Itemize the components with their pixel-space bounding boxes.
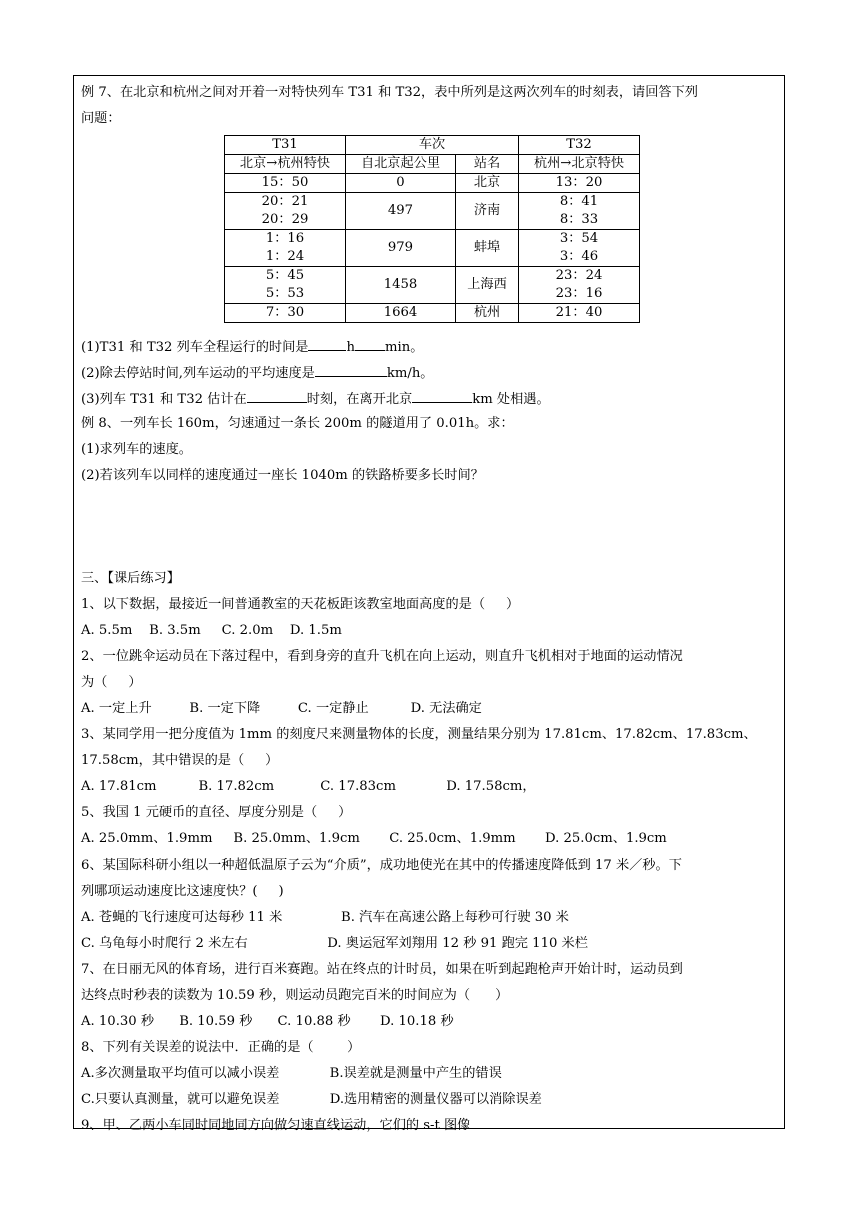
- table-row: [225, 193, 640, 230]
- example7-question-3: [81, 388, 550, 410]
- q1-text-c: min。: [384, 340, 424, 355]
- train-timetable: [224, 135, 640, 323]
- exercise-line: 1、以下数据，最接近一间普通教室的天花板距该教室地面高度的是（ ）: [81, 597, 520, 612]
- table-head-hangzhou-beijing: 杭州→北京特快: [519, 155, 640, 174]
- q3-text-c: km 处相遇。: [472, 392, 550, 407]
- exercise-line: A. 5.5m B. 3.5m C. 2.0m D. 1.5m: [81, 623, 342, 638]
- table-cell-t32: 8：41 8：33: [519, 193, 640, 230]
- table-cell-t32: 3：54 3：46: [519, 230, 640, 267]
- table-head-train-number: 车次: [346, 136, 519, 155]
- example8-question-1: (1)求列车的速度。: [81, 442, 192, 457]
- exercise-line: 5、我国 1 元硬币的直径、厚度分别是（ ）: [81, 805, 352, 820]
- exercise-line: A. 25.0mm、1.9mm B. 25.0mm、1.9cm C. 25.0cm、1.9mm D. 25.0cm、1.9cm: [81, 831, 667, 846]
- table-cell-distance: 1664: [346, 304, 456, 323]
- exercise-line: A.多次测量取平均值可以减小误差 B.误差就是测量中产生的错误: [81, 1066, 502, 1081]
- table-head-distance: 自北京起公里: [346, 155, 456, 174]
- table-cell-distance: 1458: [346, 267, 456, 304]
- table-head-t31: T31: [225, 136, 346, 155]
- q2-text-a: (2)除去停站时间,列车运动的平均速度是: [81, 366, 315, 381]
- table-cell-t31: 15：50: [225, 174, 346, 193]
- q1-text-b: h: [346, 340, 355, 355]
- table-head-t32: T32: [519, 136, 640, 155]
- table-cell-t31: 5：45 5：53: [225, 267, 346, 304]
- exercise-line: A. 17.81cm B. 17.82cm C. 17.83cm D. 17.58cm，: [81, 779, 536, 794]
- table-row: [225, 174, 640, 193]
- example8-question-2: (2)若该列车以同样的速度通过一座长 1040m 的铁路桥要多长时间？: [81, 468, 484, 483]
- exercise-line: 达终点时秒表的读数为 10.59 秒，则运动员跑完百米的时间应为（ ）: [81, 988, 509, 1003]
- exercise-line: 9、甲、乙两小车同时同地同方向做匀速直线运动，它们的 s-t 图像: [81, 1118, 471, 1133]
- table-cell-station: 北京: [456, 174, 519, 193]
- exercise-line: 17.58cm，其中错误的是（ ）: [81, 753, 279, 768]
- exercise-line: A. 苍蝇的飞行速度可达每秒 11 米 B. 汽车在高速公路上每秒可行驶 30 米: [81, 910, 569, 925]
- exercise-line: 7、在日丽无风的体育场，进行百米赛跑。站在终点的计时员，如果在听到起跑枪声开始计时，运动员到: [81, 962, 683, 977]
- exercise-line: 为（ ）: [81, 675, 142, 690]
- table-cell-station: 上海西: [456, 267, 519, 304]
- example7-question-2: [81, 362, 434, 384]
- example7-text-line2: 问题：: [81, 111, 121, 126]
- table-head-station: 站名: [456, 155, 519, 174]
- section3-title: 三、【课后练习】: [81, 571, 180, 586]
- table-cell-distance: 497: [346, 193, 456, 230]
- table-cell-t32: 21：40: [519, 304, 640, 323]
- exercise-line: 列哪项运动速度比这速度快？( ): [81, 884, 284, 899]
- table-cell-t32: 13：20: [519, 174, 640, 193]
- table-head-beijing-hangzhou: 北京→杭州特快: [225, 155, 346, 174]
- answer-blank-speed[interactable]: [315, 362, 387, 377]
- exercise-line: A. 一定上升 B. 一定下降 C. 一定静止 D. 无法确定: [81, 701, 482, 716]
- answer-blank-time[interactable]: [247, 388, 307, 403]
- exercise-line: 3、某同学用一把分度值为 1mm 的刻度尺来测量物体的长度，测量结果分别为 17.81cm、17.82cm、17.83cm、: [81, 727, 757, 742]
- table-cell-t31: 1：16 1：24: [225, 230, 346, 267]
- table-cell-station: 蚌埠: [456, 230, 519, 267]
- answer-blank-hours[interactable]: [308, 336, 346, 351]
- answer-blank-minutes[interactable]: [355, 336, 385, 351]
- exercise-line: 6、某国际科研小组以一种超低温原子云为“介质”，成功地使光在其中的传播速度降低到 17 米／秒。下: [81, 858, 682, 873]
- exercise-line: C. 乌龟每小时爬行 2 米左右 D. 奥运冠军刘翔用 12 秒 91 跑完 110 米栏: [81, 936, 588, 951]
- answer-blank-distance[interactable]: [412, 388, 472, 403]
- table-cell-t31: 20：21 20：29: [225, 193, 346, 230]
- table-cell-station: 杭州: [456, 304, 519, 323]
- exercise-line: C.只要认真测量，就可以避免误差 D.选用精密的测量仪器可以消除误差: [81, 1092, 542, 1107]
- table-cell-t32: 23：24 23：16: [519, 267, 640, 304]
- q1-text-a: (1)T31 和 T32 列车全程运行的时间是: [81, 340, 309, 355]
- q2-text-b: km/h。: [386, 366, 434, 381]
- table-row: [225, 304, 640, 323]
- table-row: [225, 230, 640, 267]
- table-cell-distance: 0: [346, 174, 456, 193]
- table-cell-t31: 7：30: [225, 304, 346, 323]
- exercise-line: 2、一位跳伞运动员在下落过程中，看到身旁的直升飞机在向上运动，则直升飞机相对于地面的运动情况: [81, 649, 683, 664]
- example7-question-1: [81, 336, 423, 358]
- example7-text-line1: 例 7、在北京和杭州之间对开着一对特快列车 T31 和 T32，表中所列是这两次列车的时刻表，请回答下列: [81, 85, 698, 100]
- exercise-line: A. 10.30 秒 B. 10.59 秒 C. 10.88 秒 D. 10.18 秒: [81, 1014, 454, 1029]
- q3-text-a: (3)列车 T31 和 T32 估计在: [81, 392, 247, 407]
- table-cell-station: 济南: [456, 193, 519, 230]
- table-cell-distance: 979: [346, 230, 456, 267]
- example8-text: 例 8、一列车长 160m，匀速通过一条长 200m 的隧道用了 0.01h。求：: [81, 416, 514, 431]
- table-row: [225, 267, 640, 304]
- q3-text-b: 时刻，在离开北京: [306, 392, 413, 407]
- exercise-line: 8、下列有关误差的说法中．正确的是（ ）: [81, 1040, 361, 1055]
